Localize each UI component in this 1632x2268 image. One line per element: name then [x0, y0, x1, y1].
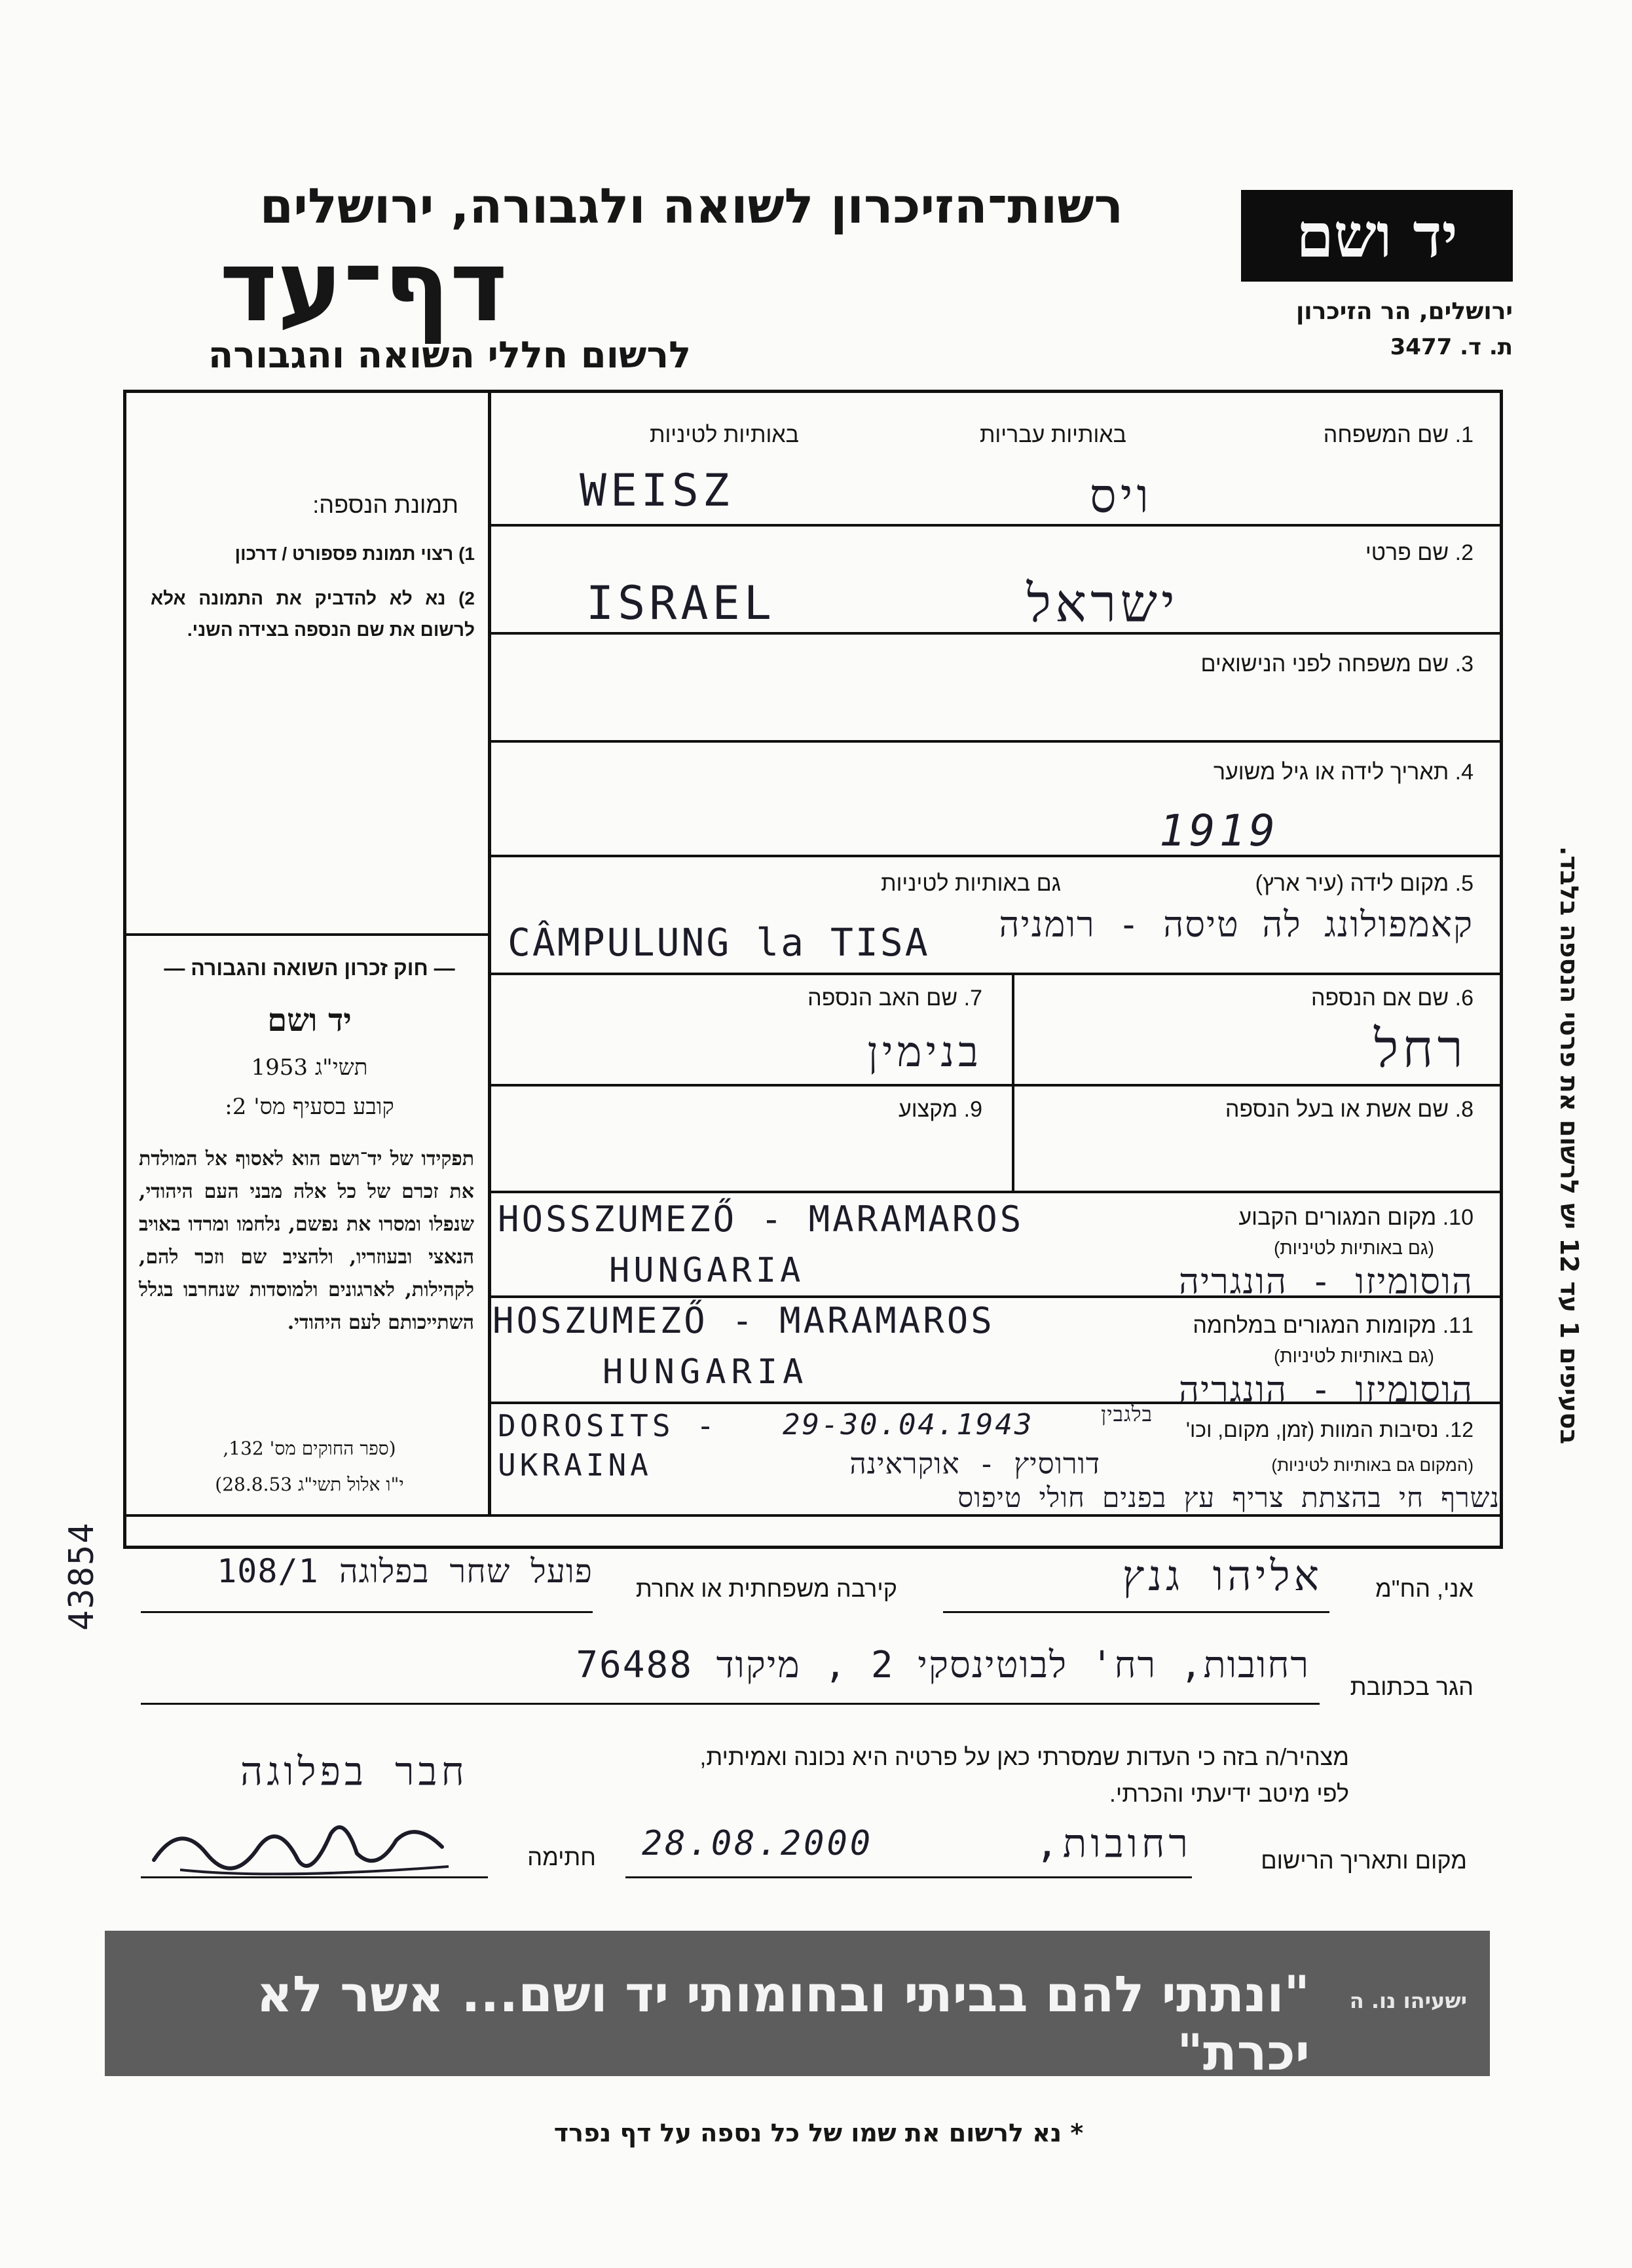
field-1-hebrew-header: באותיות עבריות: [979, 422, 1126, 447]
address-label: הגר בכתובת: [1350, 1673, 1474, 1700]
banner-quote: "ונתתי להם בביתי ובחומותי יד ושם... אשר לא יכרת": [256, 1965, 1310, 2081]
field-10-sublabel: (גם באותיות לטיניות): [1273, 1238, 1434, 1258]
field-10-latin-line-1[interactable]: HOSSZUMEZŐ - MARAMAROS: [498, 1199, 1024, 1240]
law-date: י"ו אלול תשי"ג 28.8.53): [215, 1474, 404, 1495]
field-2-hebrew-value[interactable]: ישראל: [1026, 573, 1179, 634]
field-12-circumstances[interactable]: נשרף חי בהצתת צריף עץ בפנים חולי טיפוס: [957, 1481, 1500, 1514]
field-5-hebrew-value[interactable]: קאמפולונג לה טיסה - רומניה: [999, 904, 1474, 945]
field-11-latin-line-1[interactable]: HOSZUMEZŐ - MARAMAROS: [492, 1300, 995, 1341]
field-7-label: 7. שם האב הנספה: [807, 986, 982, 1011]
field-10-latin-line-2[interactable]: HUNGARIA: [609, 1251, 805, 1290]
photo-box-note-2: 2) נא לא להדביק את התמונה אלא לרשום את שם הנספה בצידה השני.: [151, 588, 475, 640]
handwritten-note[interactable]: חבר בפלוגה: [240, 1749, 468, 1794]
form-title: דף־עד: [219, 230, 508, 344]
field-2-label: 2. שם פרטי: [1365, 540, 1474, 565]
banner-reference: ישעיהו נו. ה: [1349, 1988, 1467, 2013]
field-8-label: 8. שם אשת או בעל הנספה: [1225, 1097, 1474, 1122]
header-po-box: ת. ד. 3477: [1390, 334, 1513, 360]
signature-label: חתימה: [527, 1844, 596, 1870]
date-value[interactable]: 28.08.2000: [642, 1824, 874, 1863]
law-year: תשי"ג 1953: [251, 1054, 368, 1081]
field-4-label: 4. תאריך לידה או גיל משוער: [1213, 760, 1474, 785]
photo-box-title: תמונת הנספה:: [312, 491, 458, 518]
margin-handwritten-number: 43854: [62, 1521, 102, 1631]
field-11-label: 11. מקומות המגורים במלחמה: [1193, 1313, 1474, 1338]
field-7-value[interactable]: בנימין: [867, 1028, 982, 1077]
law-source: (ספר החוקים מס' 132,: [223, 1438, 396, 1459]
field-12-date[interactable]: 29-30.04.1943: [783, 1408, 1034, 1441]
field-2-latin-value[interactable]: ISRAEL: [586, 576, 775, 630]
field-5-label: 5. מקום לידה (עיר ארץ): [1255, 871, 1474, 896]
law-text: תפקידו של יד־ושם הוא לאסוף אל המולדת את זכרם של כל אלה מבני העם היהודי, שנפלו ומסרו את נפשם, נלחמו ומרדו באויב הנאצי ובעוזריו, ולהציב שם וזכר להם, לקהילות, לארגונים ולמוסדות שנחרבו בגלל השתייכותם לעם היהודי.: [139, 1147, 474, 1334]
margin-side-note: בסעיפים 1 עד 12 יש לרשום את פרטי הנספה בלבד.: [1555, 846, 1584, 1444]
field-1-hebrew-value[interactable]: ויס: [1089, 468, 1153, 523]
declarant-i-label: אני, הח"מ: [1375, 1575, 1474, 1602]
logo-text: יד ושם: [1296, 200, 1458, 271]
quote-banner: [105, 1931, 1490, 2081]
law-yad-vashem: יד ושם: [267, 1002, 352, 1039]
law-clause: קובע בסעיף מס' 2:: [225, 1094, 394, 1120]
field-12-place-latin-2[interactable]: UKRAINA: [498, 1447, 652, 1483]
address-value[interactable]: רחובות, רח' לבוטינסקי 2 , מיקוד 76488: [576, 1644, 1310, 1686]
field-12-hebrew-place[interactable]: דורוסיץ - אוקראינה: [849, 1447, 1100, 1481]
field-5-latin-value[interactable]: CÂMPULUNG la TISA: [508, 920, 930, 965]
declaration-text: מצהיר/ה בזה כי העדות שמסרתי כאן על פרטיה היא נכונה ואמיתית, לפי מיטב ידיעתי והכרתי.: [699, 1743, 1349, 1807]
field-4-value[interactable]: 1919: [1159, 806, 1279, 856]
place-date-label: מקום ותאריך הרישום: [1261, 1847, 1467, 1874]
footer-note: * נא לרשום את שמו של כל נספה על דף נפרד: [553, 2119, 1084, 2147]
field-12-note[interactable]: בלגבין: [1101, 1402, 1153, 1426]
field-11-sublabel: (גם באותיות לטיניות): [1273, 1346, 1434, 1366]
law-title: — חוק זכרון השואה והגבורה —: [164, 956, 455, 980]
field-3-label: 3. שם משפחה לפני הנישואים: [1200, 652, 1474, 677]
field-12-place-latin-1[interactable]: DOROSITS -: [498, 1408, 718, 1443]
relation-value[interactable]: פועל שחר בפלוגה 108/1: [217, 1552, 593, 1590]
yad-vashem-logo: [1241, 190, 1513, 282]
signature: [141, 1808, 468, 1886]
field-1-label: 1. שם המשפחה: [1323, 422, 1474, 447]
field-11-latin-line-2[interactable]: HUNGARIA: [603, 1352, 809, 1392]
field-6-label: 6. שם אם הנספה: [1310, 986, 1474, 1011]
field-6-value[interactable]: רחל: [1373, 1018, 1467, 1079]
photo-box-note-1: 1) רצוי תמונת פספורט / דרכון: [234, 544, 475, 564]
field-1-latin-header: באותיות לטיניות: [649, 422, 799, 447]
authority-title: רשות־הזיכרון לשואה ולגבורה, ירושלים: [259, 178, 1123, 234]
field-12-sublabel: (המקום גם באותיות לטיניות): [1271, 1455, 1474, 1475]
field-10-hebrew-value[interactable]: הוסומיזו - הונגריה: [1179, 1261, 1474, 1302]
declarant-name[interactable]: אליהו גנץ: [1122, 1552, 1323, 1601]
place-value[interactable]: רחובות,: [1035, 1821, 1192, 1867]
relation-label: קירבה משפחתית או אחרת: [635, 1575, 897, 1602]
field-10-label: 10. מקום המגורים הקבוע: [1238, 1205, 1474, 1230]
field-11-hebrew-value[interactable]: הוסומיזו - הונגריה: [1179, 1369, 1474, 1410]
header-address: ירושלים, הר הזיכרון: [1295, 298, 1513, 325]
field-9-label: 9. מקצוע: [898, 1097, 982, 1122]
field-12-label: 12. נסיבות המוות (זמן, מקום, וכו': [1185, 1418, 1474, 1441]
form-subtitle: לרשום חללי השואה והגבורה: [208, 334, 691, 377]
field-1-latin-value[interactable]: WEISZ: [580, 465, 733, 517]
field-5-latin-header: גם באותיות לטיניות: [881, 871, 1061, 896]
